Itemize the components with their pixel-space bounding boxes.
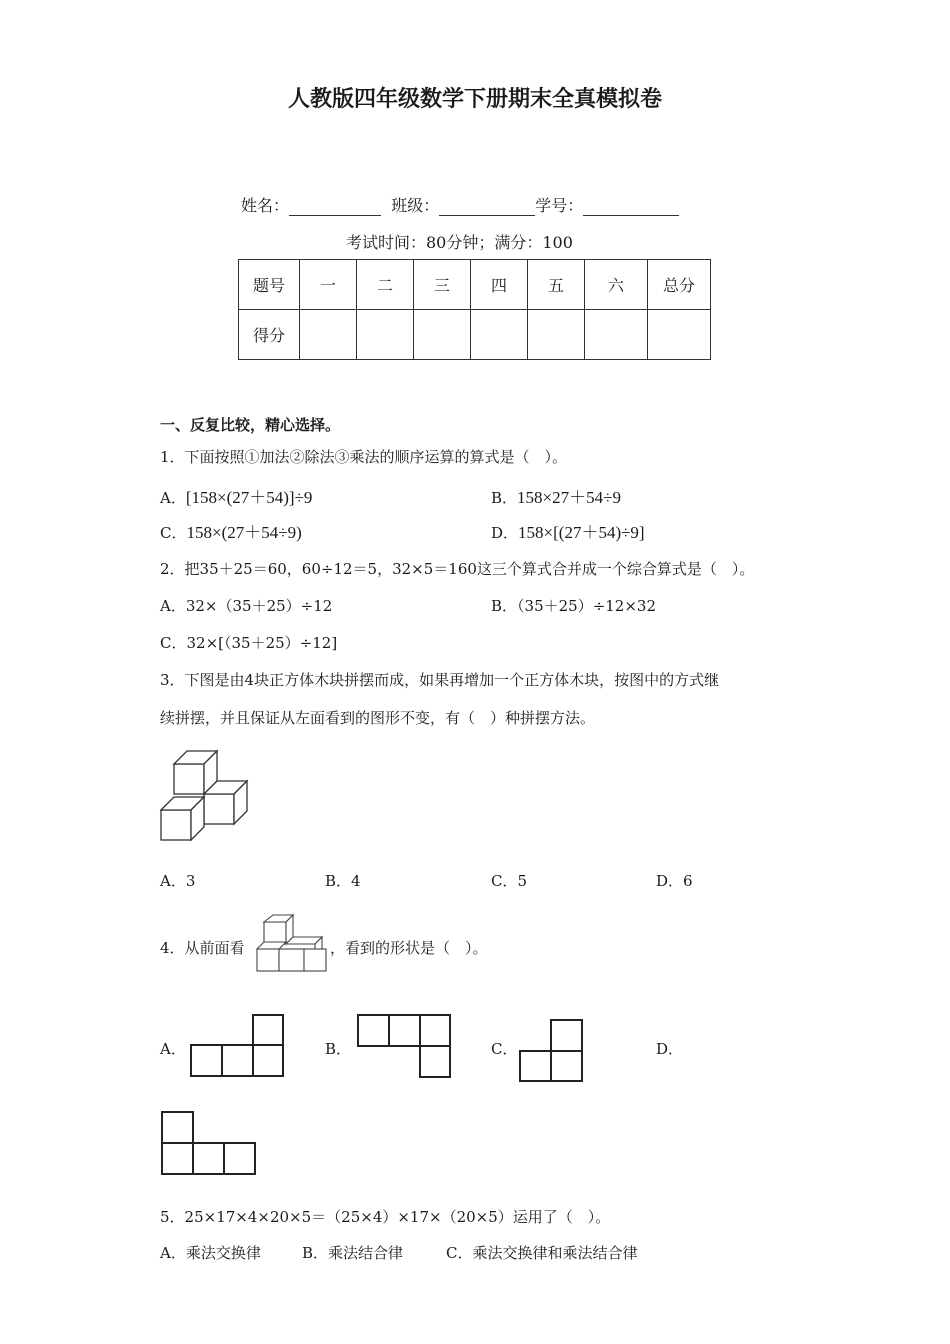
q4-option-d-shape[interactable]	[160, 1110, 257, 1176]
option-label: C．	[160, 524, 187, 542]
score-row-label: 得分	[239, 310, 300, 360]
option-formula: 158×(27＋54÷9)	[186, 523, 302, 542]
header-cell: 四	[471, 260, 528, 310]
q4-option-a-shape[interactable]	[189, 1013, 285, 1079]
q3-option-b[interactable]: B．4	[325, 872, 361, 890]
score-table-score-row	[239, 310, 711, 360]
square	[358, 1015, 389, 1046]
square	[253, 1045, 283, 1076]
square	[389, 1015, 420, 1046]
square	[222, 1045, 253, 1076]
header-cell: 题号	[239, 260, 300, 310]
q2-option-a[interactable]: A．32×（35＋25）÷12	[160, 597, 333, 615]
question-3-line-2: 续拼摆，并且保证从左面看到的图形不变，有（ ）种拼摆方法。	[160, 709, 596, 727]
q1-option-b[interactable]	[491, 483, 621, 508]
header-cell: 六	[585, 260, 648, 310]
q4-option-b-shape[interactable]	[356, 1013, 452, 1079]
question-3-line-1: 3．下图是由4块正方体木块拼摆而成，如果再增加一个正方体木块，按图中的方式继	[160, 671, 720, 689]
question-1-text: 1．下面按照①加法②除法③乘法的顺序运算的算式是（ ）。	[160, 448, 568, 466]
q4-option-b-label[interactable]: B．	[325, 1040, 352, 1058]
cube-face	[257, 942, 286, 949]
student-info-line	[241, 193, 679, 216]
q4-option-d-label[interactable]: D．	[656, 1040, 684, 1058]
name-label: 姓名：	[241, 196, 290, 215]
score-cell[interactable]	[414, 310, 471, 360]
q2-option-c[interactable]: C．32×[（35＋25）÷12]	[160, 634, 338, 652]
id-label: 学号：	[535, 196, 584, 215]
class-label: 班级：	[391, 196, 440, 215]
score-cell[interactable]	[585, 310, 648, 360]
q4-option-a-label[interactable]: A．	[160, 1040, 186, 1058]
square	[224, 1143, 255, 1174]
cube-face	[304, 949, 326, 971]
q1-option-d[interactable]	[491, 518, 645, 543]
square	[191, 1045, 222, 1076]
score-cell[interactable]	[648, 310, 711, 360]
q1-option-c[interactable]	[160, 518, 302, 543]
q4-option-c-shape[interactable]	[518, 1018, 584, 1084]
option-formula: 158×[(27＋54)÷9]	[518, 523, 645, 542]
id-blank[interactable]	[583, 197, 679, 216]
q3-option-a[interactable]: A．3	[160, 872, 196, 890]
header-cell: 二	[357, 260, 414, 310]
square	[420, 1046, 450, 1077]
option-label: B．	[491, 489, 518, 507]
section-heading: 一、反复比较，精心选择。	[160, 416, 341, 434]
square	[551, 1020, 582, 1051]
header-cell: 三	[414, 260, 471, 310]
cube-face	[161, 810, 191, 840]
cube-face	[257, 949, 279, 971]
score-cell[interactable]	[357, 310, 414, 360]
header-cell: 一	[300, 260, 357, 310]
option-label: A．	[160, 489, 186, 507]
square	[420, 1015, 450, 1046]
page-title: 人教版四年级数学下册期末全真模拟卷	[287, 87, 662, 112]
option-formula: [158×(27＋54)]÷9	[185, 488, 313, 507]
option-formula: 158×27＋54÷9	[517, 488, 621, 507]
question-2-text: 2．把35＋25＝60，60÷12＝5，32×5＝160这三个算式合并成一个综合算式是（ ）。	[160, 560, 755, 578]
cube-face	[204, 794, 234, 824]
q1-option-a[interactable]	[160, 483, 312, 508]
q5-option-c[interactable]: C．乘法交换律和乘法结合律	[446, 1244, 638, 1262]
score-cell[interactable]	[471, 310, 528, 360]
square	[551, 1051, 582, 1081]
cube-face	[174, 764, 204, 794]
question-5-text: 5．25×17×4×20×5＝（25×4）×17×（20×5）运用了（ ）。	[160, 1208, 611, 1226]
header-cell: 五	[528, 260, 585, 310]
score-table-header-row	[239, 260, 711, 310]
score-cell[interactable]	[528, 310, 585, 360]
name-blank[interactable]	[289, 197, 381, 216]
square	[253, 1015, 283, 1045]
cube-face	[264, 922, 286, 944]
question-4-suffix: ，看到的形状是（ ）。	[330, 939, 488, 957]
q4-cube-figure	[254, 913, 330, 975]
q2-option-b[interactable]: B．（35＋25）÷12×32	[491, 597, 657, 615]
square	[162, 1112, 193, 1143]
q3-option-d[interactable]: D．6	[656, 872, 693, 890]
cube-face	[279, 949, 304, 971]
q5-option-b[interactable]: B．乘法结合律	[302, 1244, 404, 1262]
q4-option-c-label[interactable]: C．	[491, 1040, 518, 1058]
question-4-prefix: 4．从前面看	[160, 939, 245, 957]
square	[520, 1051, 551, 1081]
option-label: D．	[491, 524, 519, 542]
q3-cube-figure	[158, 748, 253, 843]
q5-option-a[interactable]: A．乘法交换律	[160, 1244, 261, 1262]
score-table	[238, 259, 711, 360]
header-cell: 总分	[648, 260, 711, 310]
q3-option-c[interactable]: C．5	[491, 872, 528, 890]
class-blank[interactable]	[439, 197, 535, 216]
square	[193, 1143, 224, 1174]
score-cell[interactable]	[300, 310, 357, 360]
square	[162, 1143, 193, 1174]
exam-time-line: 考试时间：80分钟；满分：100	[346, 233, 573, 252]
